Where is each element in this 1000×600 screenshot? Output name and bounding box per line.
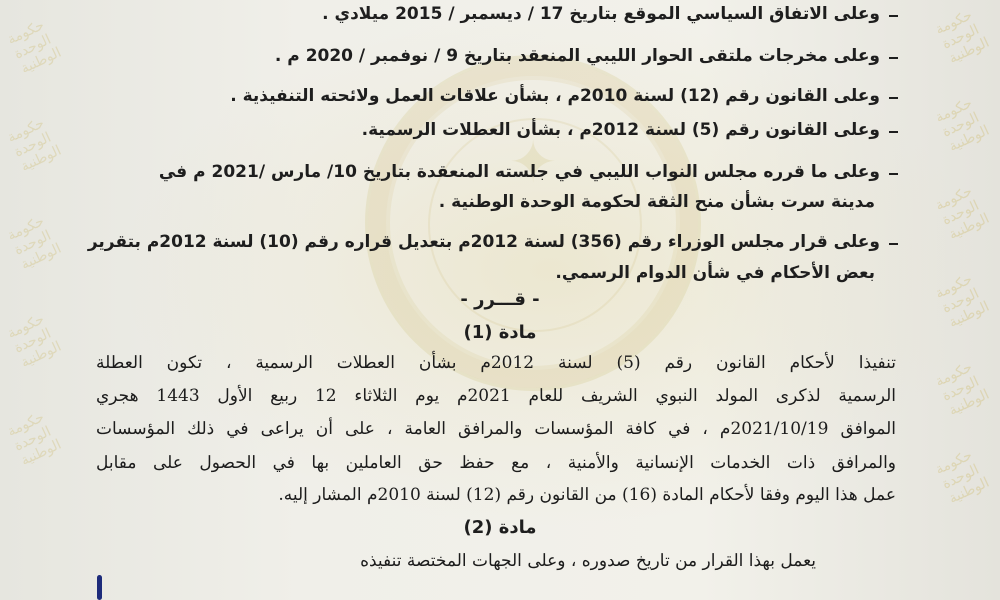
watermark-text: حكومة الوحدة الوطنية [933,7,992,68]
article-1-line: تنفيذا لأحكام القانون رقم (5) لسنة 2012م بشأن العطلات الرسمية ، تكون العطلة [96,353,896,373]
watermark-text: حكومة الوحدة الوطنية [5,409,64,470]
star-icon: ✦ [508,128,558,196]
watermark-text: حكومة الوحدة الوطنية [5,17,64,78]
watermark-text: حكومة الوحدة الوطنية [933,359,992,420]
article-1-line: والمرافق ذات الخدمات الإنسانية والأمنية ، مع حفظ حق العاملين بها في الحصول على مقابل [96,453,896,473]
watermark-text: حكومة الوحدة الوطنية [933,95,992,156]
preamble-line: وعلى القانون رقم (12) لسنة 2010م ، بشأن علاقات العمل ولائحته التنفيذية . [230,86,880,106]
bullet-dash [889,57,898,59]
preamble-line: وعلى ما قرره مجلس النواب الليبي في جلسته المنعقدة بتاريخ 10/ مارس /2021 م في [158,162,880,182]
preamble-line-continued: بعض الأحكام في شأن الدوام الرسمي. [555,263,875,283]
bullet-dash [889,173,898,175]
decision-title: - قـــرر - [460,289,540,310]
bullet-dash [889,97,898,99]
watermark-text: حكومة الوحدة الوطنية [933,183,992,244]
preamble-line: وعلى قرار مجلس الوزراء رقم (356) لسنة 2012م بتعديل قراره رقم (10) لسنة 2012م بتقرير [87,232,880,252]
watermark-text: حكومة الوحدة الوطنية [5,311,64,372]
watermark-text: حكومة الوحدة الوطنية [933,271,992,332]
preamble-line: وعلى القانون رقم (5) لسنة 2012م ، بشأن العطلات الرسمية. [361,120,880,140]
preamble-line-continued: مدينة سرت بشأن منح الثقة لحكومة الوحدة الوطنية . [438,192,875,212]
bullet-dash [889,131,898,133]
article-1-title: مادة (1) [463,322,537,343]
article-2-line: يعمل بهذا القرار من تاريخ صدوره ، وعلى الجهات المختصة تنفيذه [360,551,816,571]
preamble-line: وعلى مخرجات ملتقى الحوار الليبي المنعقد بتاريخ 9 / نوفمبر / 2020 م . [274,46,880,66]
bullet-dash [889,243,898,245]
article-1-line: الموافق 2021/10/19م ، في كافة المؤسسات والمرافق العامة ، على أن يراعى في ذلك المؤسسات [96,419,896,439]
bullet-dash [889,15,898,17]
watermark-text: حكومة الوحدة الوطنية [933,447,992,508]
article-1-line: عمل هذا اليوم وفقا لأحكام المادة (16) من القانون رقم (12) لسنة 2010م المشار إليه. [278,485,896,505]
article-1-line: الرسمية لذكرى المولد النبوي الشريف للعام 2021م يوم الثلاثاء 12 ربيع الأول 1443 هجري [96,386,897,406]
watermark-text: حكومة الوحدة الوطنية [5,115,64,176]
pen-mark [97,575,102,600]
watermark-text: حكومة الوحدة الوطنية [5,213,64,274]
article-2-title: مادة (2) [463,517,537,538]
preamble-line: وعلى الاتفاق السياسي الموقع بتاريخ 17 / ديسمبر / 2015 ميلادي . [322,4,880,24]
